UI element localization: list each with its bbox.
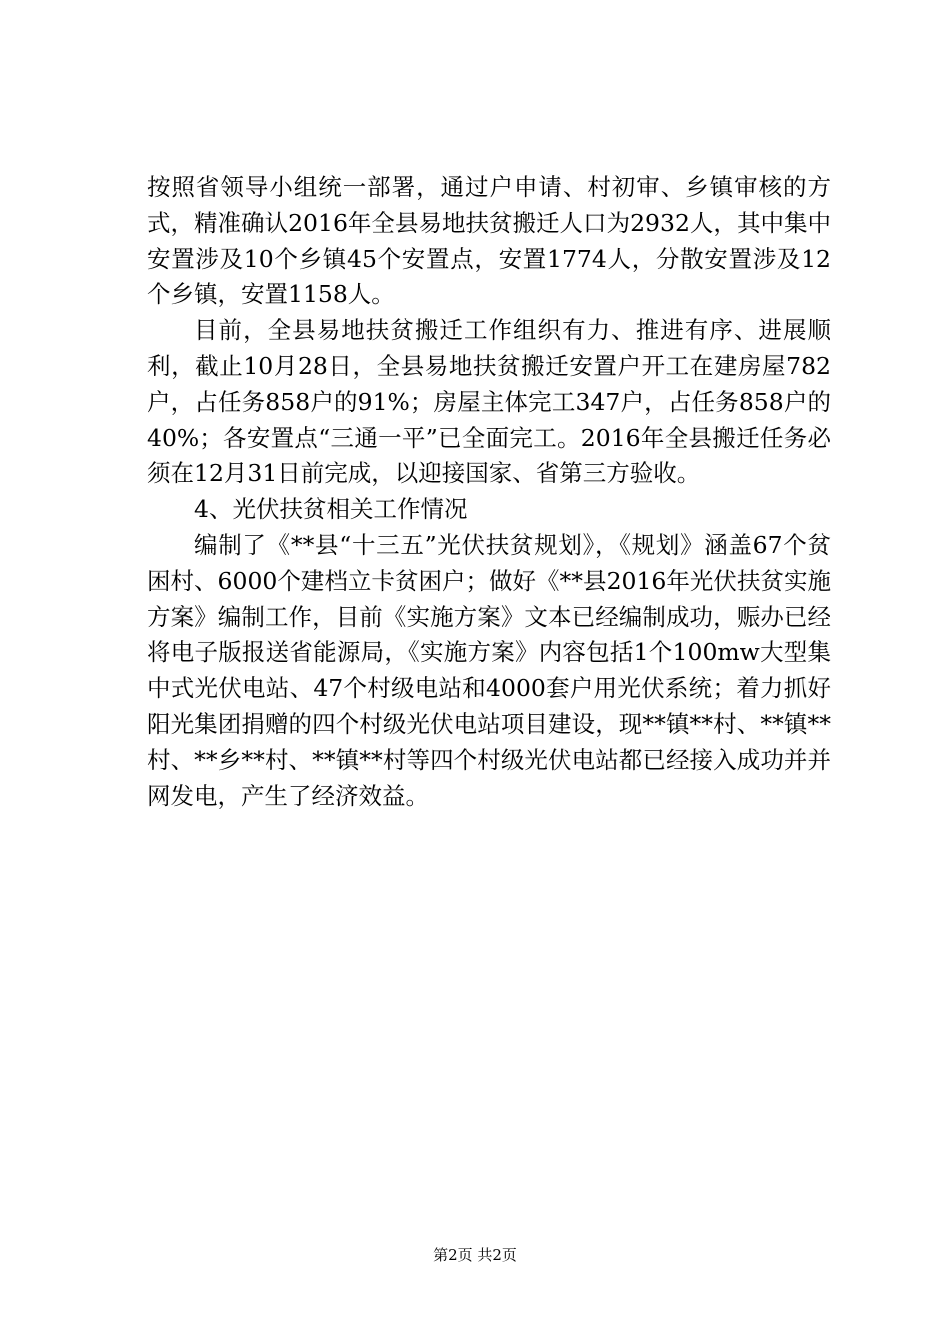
paragraph-resettlement-progress: 目前，全县易地扶贫搬迁工作组织有力、推进有序、进展顺利，截止10月28日，全县易地扶贫搬迁安置户开工在建房屋782户，占任务858户的91%；房屋主体完工347户，占任务858户的40%；各安置点“三通一平”已全面完工。2016年全县搬迁任务必须在12月31日前完成，以迎接国家、省第三方验收。 bbox=[147, 316, 831, 488]
page-number-footer: 第2页 共2页 bbox=[433, 1246, 517, 1264]
document-body bbox=[147, 170, 831, 814]
paragraph-resettlement-confirmation: 按照省领导小组统一部署，通过户申请、村初审、乡镇审核的方式，精准确认2016年全县易地扶贫搬迁人口为2932人，其中集中安置涉及10个乡镇45个安置点，安置1774人，分散安置涉及12个乡镇，安置1158人。 bbox=[147, 173, 831, 309]
section-heading-photovoltaic: 4、光伏扶贫相关工作情况 bbox=[194, 495, 468, 524]
paragraph-photovoltaic-work: 编制了《**县“十三五”光伏扶贫规划》，《规划》涵盖67个贫困村、6000个建档立卡贫困户；做好《**县2016年光伏扶贫实施方案》编制工作，目前《实施方案》文本已经编制成功，赈办已经将电子版报送省能源局，《实施方案》内容包括1个100mw大型集中式光伏电站、47个村级电站和4000套户用光伏系统；着力抓好阳光集团捐赠的四个村级光伏电站项目建设，现**镇**村、**镇**村、**乡**村、**镇**村等四个村级光伏电站都已经接入成功并并网发电，产生了经济效益。 bbox=[147, 530, 831, 810]
